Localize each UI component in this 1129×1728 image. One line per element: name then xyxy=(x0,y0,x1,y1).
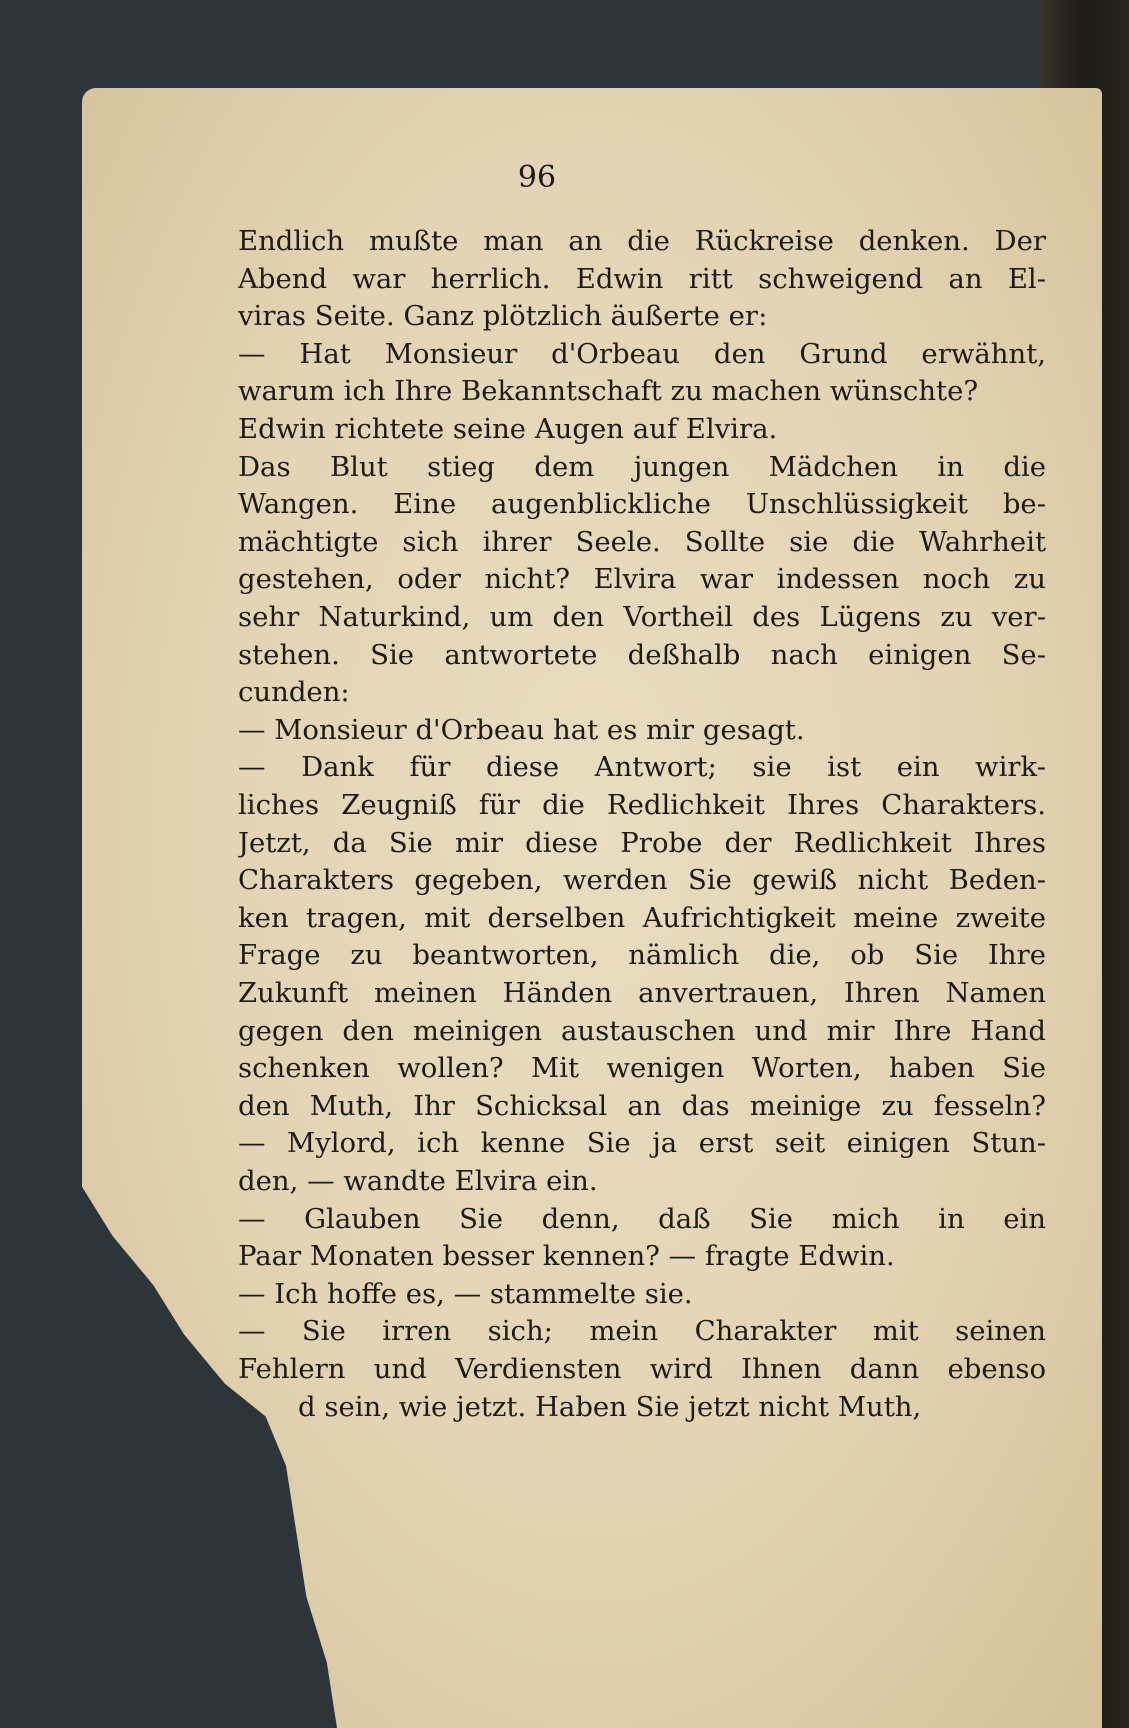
text-line: Paar Monaten besser kennen? — fragte Edwin. xyxy=(238,1240,895,1273)
text-line: Abend war herrlich. Edwin ritt schweigend an El- xyxy=(238,262,1046,295)
text-line: cunden: xyxy=(238,676,350,709)
text-line: gegen den meinigen austauschen und mir Ihre Hand xyxy=(238,1014,1046,1047)
text-line: Edwin richtete seine Augen auf Elvira. xyxy=(238,413,778,445)
text-line: den Muth, Ihr Schicksal an das meinige zu fesseln? xyxy=(238,1089,1046,1122)
text-line: d sein, wie jetzt. Haben Sie jetzt nicht Muth, xyxy=(298,1390,922,1423)
text-line: stehen. Sie antwortete deßhalb nach einigen Se- xyxy=(238,638,1046,671)
text-line: ken tragen, mit derselben Aufrichtigkeit meine zweite xyxy=(238,901,1046,934)
text-line: gestehen, oder nicht? Elvira war indessen noch zu xyxy=(238,563,1046,596)
text-line: — Glauben Sie denn, daß Sie mich in ein xyxy=(238,1202,1046,1235)
text-line: — Mylord, ich kenne Sie ja erst seit einigen Stun- xyxy=(238,1127,1046,1160)
text-line: viras Seite. Ganz plötzlich äußerte er: xyxy=(238,300,768,333)
text-line: Frage zu beantworten, nämlich die, ob Sie Ihre xyxy=(238,939,1046,972)
text-line: Wangen. Eine augenblickliche Unschlüssigkeit be- xyxy=(238,488,1046,521)
text-line: — Monsieur d'Orbeau hat es mir gesagt. xyxy=(238,713,805,746)
text-line: Jetzt, da Sie mir diese Probe der Redlichkeit Ihres xyxy=(238,826,1046,859)
text-line: schenken wollen? Mit wenigen Worten, haben Sie xyxy=(238,1052,1046,1085)
text-line: mächtigte sich ihrer Seele. Sollte sie die Wahrheit xyxy=(238,525,1046,558)
text-line: Zukunft meinen Händen anvertrauen, Ihren Namen xyxy=(238,977,1046,1009)
page-number: 96 xyxy=(517,160,557,195)
text-line: Endlich mußte man an die Rückreise denken. Der xyxy=(238,225,1046,257)
text-line: — Dank für diese Antwort; sie ist ein wirk- xyxy=(238,751,1046,784)
text-line: den, — wandte Elvira ein. xyxy=(238,1165,598,1197)
text-line: sehr Naturkind, um den Vortheil des Lügens zu ver- xyxy=(238,601,1046,633)
text-line: — Sie irren sich; mein Charakter mit seinen xyxy=(238,1315,1046,1348)
text-line: — Hat Monsieur d'Orbeau den Grund erwähnt, xyxy=(238,337,1046,370)
text-line: — Ich hoffe es, — stammelte sie. xyxy=(238,1277,693,1310)
text-line: warum ich Ihre Bekanntschaft zu machen wünschte? xyxy=(238,375,979,408)
text-line: Das Blut stieg dem jungen Mädchen in die xyxy=(238,450,1046,483)
text-line: Fehlern und Verdiensten wird Ihnen dann ebenso xyxy=(238,1353,1046,1385)
text-line: liches Zeugniß für die Redlichkeit Ihres Charakters. xyxy=(238,789,1046,821)
text-line: Charakters gegeben, werden Sie gewiß nicht Beden- xyxy=(238,864,1046,897)
